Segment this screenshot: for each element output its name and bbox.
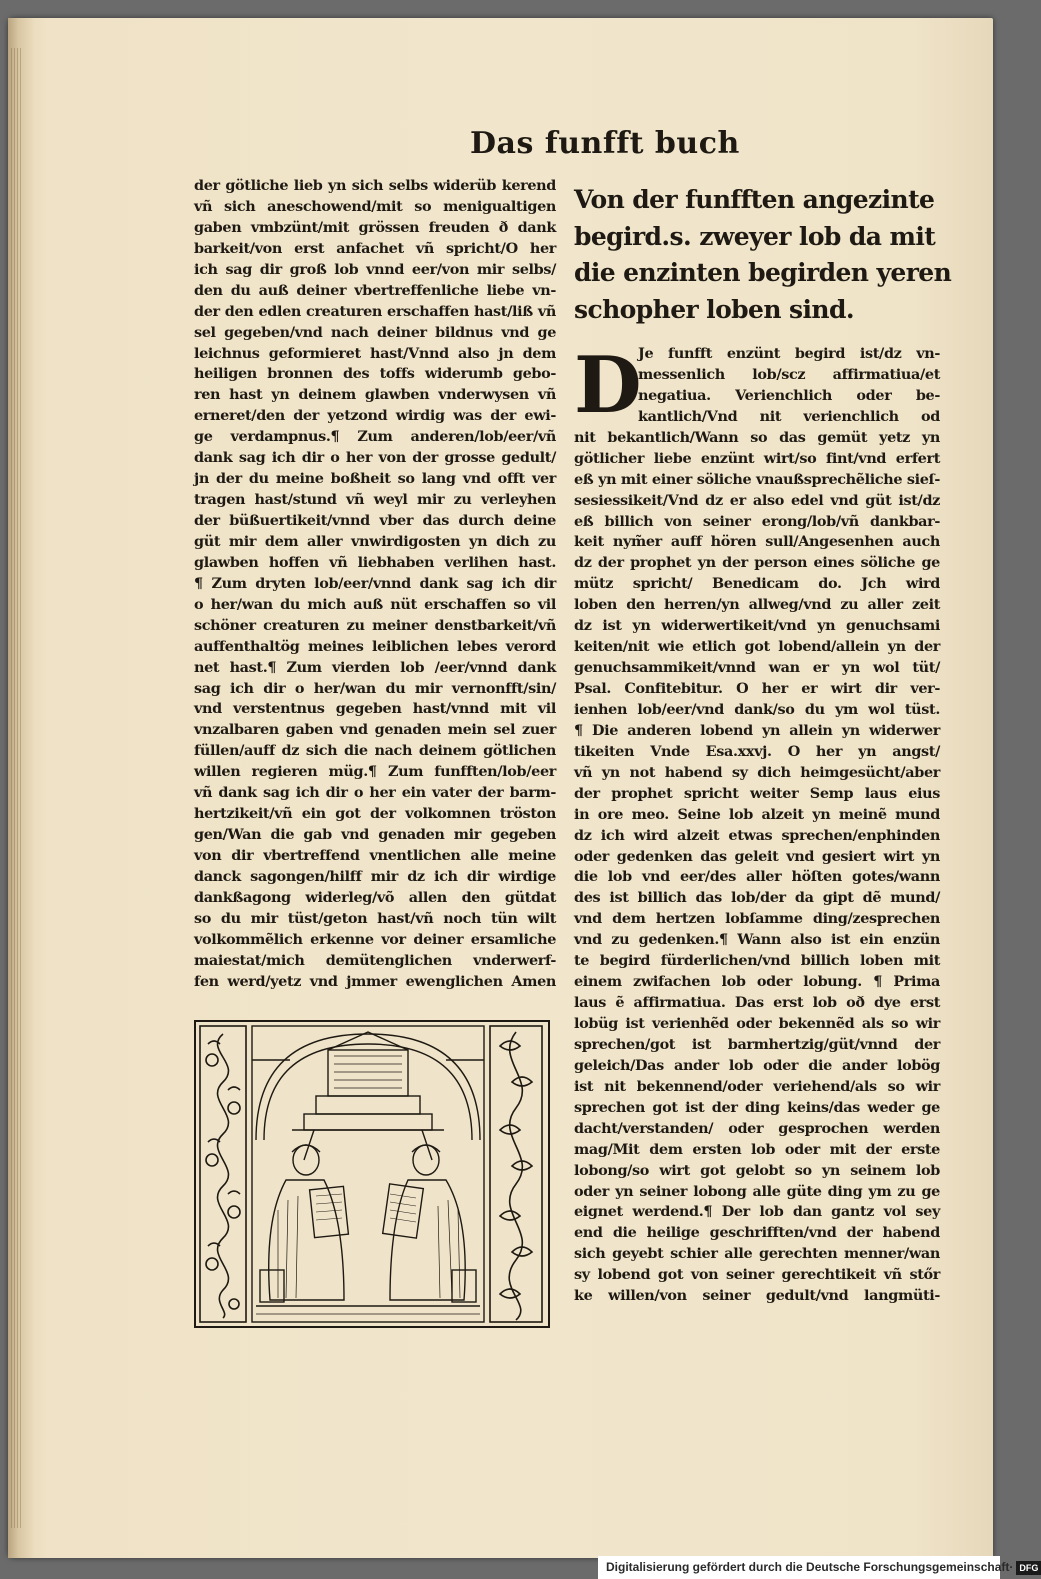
right-column-line: lobong/so wirt got gelobt so yn seinem lob bbox=[574, 1161, 940, 1179]
right-column-line: sprechen got ist der ding keins/das weder ge bbox=[574, 1098, 940, 1116]
left-column-line: der den edlen creaturen erschaffen hast/liß vñ bbox=[194, 302, 556, 320]
left-column-line: schöner creaturen zu meiner denstbarkeit/vñ bbox=[194, 616, 556, 634]
left-column-line: ¶ Zum dryten lob/eer/vnnd dank sag ich dir bbox=[194, 574, 556, 592]
right-column-line: dz ist yn widerwertikeit/vnd yn genuchsami bbox=[574, 617, 940, 635]
left-column-line: gen/Wan die gab vnd genaden mir gegeben bbox=[194, 826, 556, 844]
left-column-line: vnd verstentnus gegeben hast/vnnd mit vil bbox=[194, 700, 556, 718]
right-column-line: götlicher liebe enzünt wirt/so fint/vnd erfert bbox=[574, 449, 940, 467]
left-column-line: fen werd/yetz vnd jmmer ewenglichen Amen bbox=[194, 972, 556, 990]
left-column-line: vñ dank sag ich dir o her ein vater der barm- bbox=[194, 784, 556, 802]
right-indented-line: negatiua. Verienchlich oder be- bbox=[638, 386, 940, 404]
heading-line: schopher loben sind. bbox=[574, 294, 854, 324]
left-column-line: willen regieren müg.¶ Zum funfften/lob/eer bbox=[194, 763, 556, 781]
right-column-line: des ist billich das lob/der da gipt dẽ mund/ bbox=[574, 889, 940, 907]
right-column-line: dz ich wird alzeit etwas sprechen/enphinden bbox=[574, 826, 940, 844]
right-column-line: ist nit bekennend/oder veriehend/als so wir bbox=[574, 1077, 940, 1095]
left-column-line: auffenthaltög meines leiblichen lebes verord bbox=[194, 637, 556, 655]
heading-line: Von der funfften angezinte bbox=[574, 185, 935, 214]
book-page bbox=[8, 18, 993, 1558]
left-column-line: hertzikeit/vñ ein got der volkomnen tröston bbox=[194, 805, 556, 823]
decorated-initial: D bbox=[574, 340, 642, 431]
left-text-column bbox=[194, 176, 556, 993]
right-column-line: nit bekantlich/Wann so das gemüt yetz yn bbox=[574, 428, 940, 446]
right-column-line: in ore meo. Seine lob alzeit yn meinẽ mund bbox=[574, 805, 940, 823]
right-text-column bbox=[574, 182, 952, 1307]
right-column-line: eignet werdend.¶ Der lob dan gantz vol sey bbox=[574, 1203, 940, 1221]
left-column-line: der büßuertikeit/vnnd vber das durch deine bbox=[194, 512, 556, 529]
right-column-line: sprechen/got ist barmhertzig/güt/vnnd der bbox=[574, 1035, 940, 1053]
right-column-line: sesiessikeit/Vnd dz er also edel vnd güt ist/dz bbox=[574, 491, 940, 509]
heading-line: die enzinten begirden yeren bbox=[574, 258, 952, 287]
chapter-heading bbox=[574, 182, 952, 328]
left-column-line: net hast.¶ Zum vierden lob /eer/vnnd dank bbox=[194, 658, 556, 676]
dfg-logo: DFG bbox=[1016, 1561, 1041, 1575]
right-column-line: einem zwifachen lob oder lobung. ¶ Prima bbox=[574, 973, 940, 991]
right-column-line: end die heilige geschrifften/vnd der habend bbox=[574, 1224, 940, 1242]
right-indented-line: messenlich lob/scz affirmatiua/et bbox=[638, 365, 940, 383]
left-column-line: ren hast yn deinem glawben vnderwysen vñ bbox=[194, 386, 556, 404]
right-column-line: sy lobend got von seiner gerechtikeit vñ stőr bbox=[574, 1266, 940, 1284]
left-column-line: so du mir tüst/geton hast/vñ noch tün wilt bbox=[194, 909, 556, 927]
left-column-line: güt mir dem aller vnwirdigosten yn dich zu bbox=[194, 532, 556, 550]
left-column-line: gaben vmbzünt/mit grössen freuden ð dank bbox=[194, 218, 556, 236]
woodcut-illustration bbox=[194, 1020, 550, 1328]
left-column-line: dank sag ich dir o her von der grosse gedult/ bbox=[194, 449, 556, 467]
right-column-line: mütz spricht/ Benedicam do. Jch wird bbox=[574, 575, 940, 593]
right-indented-line: Je funfft enzünt begird ist/dz vn- bbox=[638, 345, 940, 362]
right-column-line: te begird fürderlichen/vnd billich loben mit bbox=[574, 952, 940, 970]
right-column-line: genuchsammikeit/vnnd wan er yn wol tüt/ bbox=[574, 659, 940, 677]
right-column-line: tikeiten Vnde Esa.xxvj. O her yn angst/ bbox=[574, 742, 940, 760]
credit-text: Digitalisierung gefördert durch die Deutsche Forschungsgemeinschaft· bbox=[606, 1560, 1014, 1574]
initial-block bbox=[574, 340, 940, 431]
right-column-line: dz der prophet yn der person eines söliche ge bbox=[574, 554, 940, 572]
page-edges bbox=[11, 48, 23, 1528]
left-column-line: sag ich dir o her/wan du mir vernonfft/sin/ bbox=[194, 679, 556, 697]
right-indented-line: kantlich/Vnd nit verienchlich od bbox=[638, 407, 940, 425]
right-column-line: keiten/nit wie etlich got lobend/allein yn der bbox=[574, 638, 940, 656]
right-column-line: keit nym̃er auff hören sull/Angesenhen auch bbox=[574, 533, 940, 551]
right-column-line: lobüg ist verienhẽd oder bekennẽd als so wir bbox=[574, 1015, 940, 1032]
right-column-line: sich geyebt schier alle gerechten menner/wan bbox=[574, 1245, 940, 1263]
left-column-line: vñ sich aneschowend/mit so menigualtigen bbox=[194, 197, 556, 215]
right-column-line: laus ẽ affirmatiua. Das erst lob oð dye erst bbox=[574, 994, 940, 1012]
right-column-line: loben den herren/yn allweg/vnd zu aller zeit bbox=[574, 596, 940, 614]
left-column-line: heiligen bronnen des toffs widerumb gebo- bbox=[194, 365, 556, 383]
right-column-line: die lob vnd eer/des aller höſten gotes/wann bbox=[574, 868, 940, 886]
right-column-line: Psal. Confitebitur. O her er wirt dir ver- bbox=[574, 680, 940, 697]
right-column-line: ke willen/von seiner gedult/vnd langmüti- bbox=[574, 1287, 940, 1305]
left-column-line: füllen/auff dz sich die nach deinem götlichen bbox=[194, 742, 556, 760]
left-column-line: barkeit/von erst anfachet vñ spricht/O her bbox=[194, 239, 556, 257]
right-column-line: ¶ Die anderen lobend yn allein yn widerwer bbox=[574, 721, 940, 739]
left-column-line: maiestat/mich demütenglichen vnderwerf- bbox=[194, 951, 556, 969]
left-column-line: jn der du meine boßheit so lang vnd offt ver bbox=[194, 470, 556, 488]
left-column-line: sel gegeben/vnd nach deiner bildnus vnd ge bbox=[194, 323, 556, 341]
left-column-line: danck sagongen/hilff mir dz ich dir wirdige bbox=[194, 867, 556, 885]
right-column-line: ienhen lob/eer/vnd dank/so du ym wol tüst. bbox=[574, 700, 940, 718]
right-column-line: geleich/Das ander lob oder die ander lobög bbox=[574, 1056, 940, 1074]
right-column-line: der prophet spricht weiter Semp laus eius bbox=[574, 784, 940, 802]
right-column-line: oder yn seiner lobong alle güte ding ym zu ge bbox=[574, 1182, 940, 1200]
left-column-line: vnzalbaren gaben vnd genaden mein sel zuer bbox=[194, 721, 556, 739]
right-column-line: vnd dem hertzen lobſamme ding/zesprechen bbox=[574, 910, 940, 928]
running-head: Das funfft buch bbox=[470, 126, 740, 161]
right-column-line: oder gedenken das geleit vnd gesiert wirt yn bbox=[574, 847, 940, 865]
digitization-credit bbox=[598, 1556, 1039, 1579]
left-column-line: volkommẽlich erkenne vor deiner ersamliche bbox=[194, 930, 556, 948]
left-column-line: dankßagong widerleg/võ allen den gütdat bbox=[194, 888, 556, 906]
left-column-line: den du auß deiner vbertreffenliche liebe vn- bbox=[194, 281, 556, 299]
left-column-line: ge verdampnus.¶ Zum anderen/lob/eer/vñ bbox=[194, 428, 556, 446]
left-column-line: o her/wan du mich auß nüt erschaffen so vil bbox=[194, 595, 556, 613]
left-column-line: glawben hoffen vñ liebhaben verlihen hast. bbox=[194, 553, 556, 571]
left-column-line: von dir vbertreffend vnentlichen alle meine bbox=[194, 847, 556, 864]
left-column-line: leichnus geformieret hast/Vnnd also jn dem bbox=[194, 344, 556, 362]
right-column-line: vñ yn not habend sy dich heimgesücht/aber bbox=[574, 763, 940, 781]
right-column-line: eß yn mit einer söliche vnaußsprechẽliche sieſ- bbox=[574, 470, 940, 488]
left-column-line: erneret/den der yetzond wirdig was der ewi- bbox=[194, 407, 556, 425]
right-column-line: mag/Mit dem ersten lob oder mit der erste bbox=[574, 1140, 940, 1158]
right-column-line: eß billich von seiner erong/lob/vñ dankbar- bbox=[574, 512, 940, 530]
left-column-line: ich sag dir groß lob vnnd eer/von mir selbs/ bbox=[194, 260, 556, 278]
right-column-line: dacht/verstanden/ oder gesprochen werden bbox=[574, 1119, 940, 1137]
heading-line: begird.s. zweyer lob da mit bbox=[574, 221, 936, 251]
right-column-line: vnd zu gedenken.¶ Wann also ist ein enzün bbox=[574, 931, 940, 949]
left-column-line: der götliche lieb yn sich selbs widerüb kerend bbox=[194, 177, 556, 194]
right-body-lines bbox=[574, 428, 940, 1307]
left-column-line: tragen hast/stund vñ weyl mir zu verleyhen bbox=[194, 491, 556, 509]
